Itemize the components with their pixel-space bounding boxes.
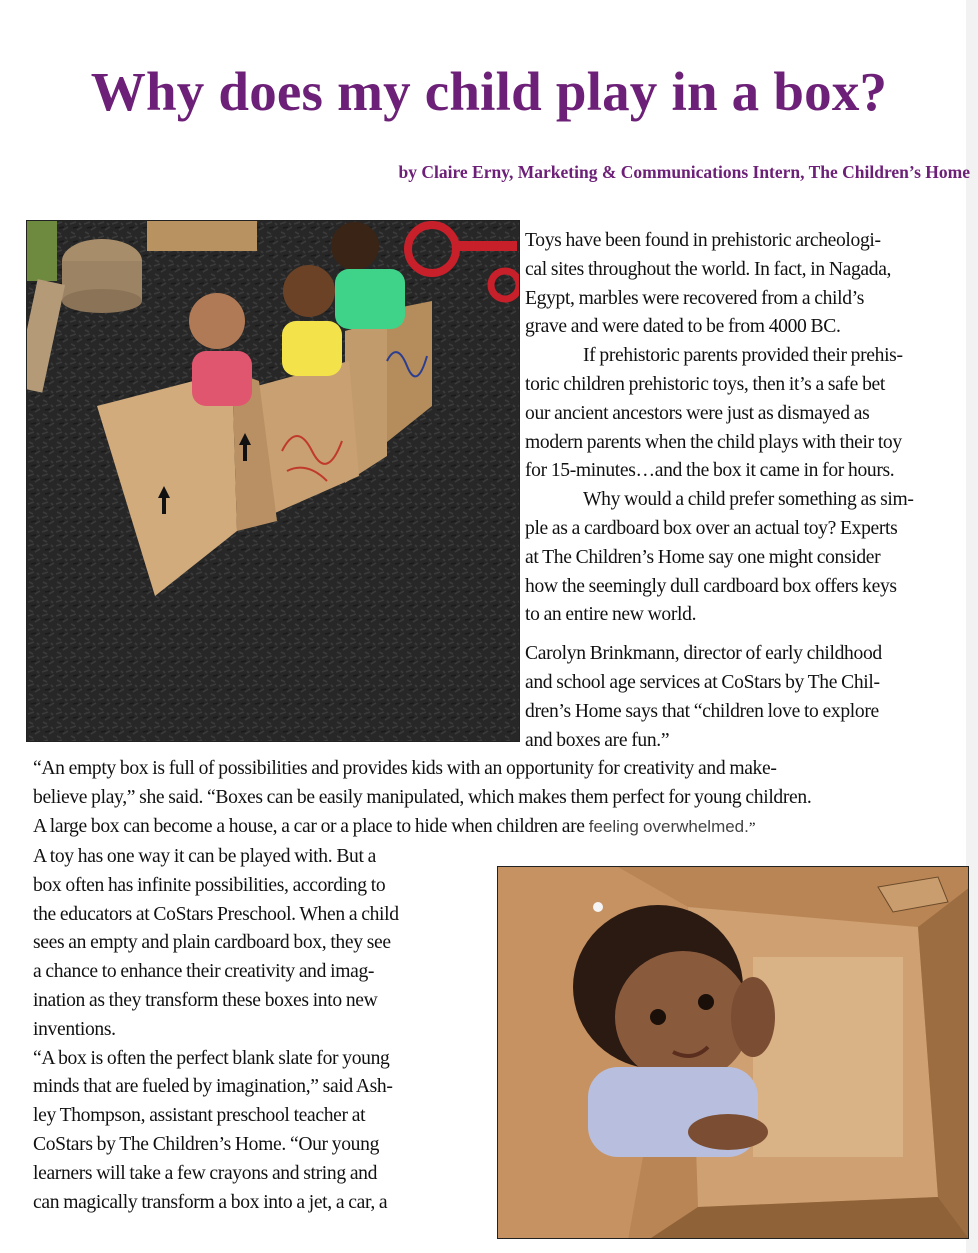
child-in-box-photo (497, 866, 969, 1239)
text-line: our ancient ancestors were just as dismayed as (525, 402, 870, 424)
text-line: Why would a child prefer something as sim- (583, 489, 914, 511)
text-line: inventions. (33, 1018, 116, 1040)
text-line: “An empty box is full of possibilities and provides kids with an opportunity for creativity and make- (33, 758, 777, 779)
text-line: CoStars by The Children’s Home. “Our young (33, 1133, 380, 1155)
right-column-text (525, 227, 975, 755)
paragraph-toys-found (525, 227, 975, 342)
paragraph-blank-slate (33, 1045, 483, 1218)
text-segment: A large box can become a house, a car or a place to hide when children are (33, 815, 589, 837)
byline: by Claire Erny, Marketing & Communications Intern, The Children’s Home (398, 162, 970, 182)
photo-illustration (498, 867, 969, 1239)
text-line: to an entire new world. (525, 604, 697, 626)
paragraph-toy-one-way (33, 843, 483, 1045)
text-line: believe play,” she said. “Boxes can be easily manipulated, which makes them perfect for young children. (33, 786, 812, 808)
text-line: “A box is often the perfect blank slate for young (33, 1047, 390, 1069)
text-line: A toy has one way it can be played with. But a (33, 846, 376, 867)
text-line: and boxes are fun.” (525, 729, 670, 751)
text-line: box often has infinite possibilities, according to (33, 874, 386, 896)
full-width-quote (33, 755, 973, 842)
text-segment-light: feeling overwhelmed. (588, 816, 749, 836)
paragraph-why-prefer (525, 486, 975, 630)
text-line: toric children prehistoric toys, then it’s a safe bet (525, 373, 885, 395)
text-line: Carolyn Brinkmann, director of early childhood (525, 643, 882, 665)
text-line: at The Children’s Home say one might consider (525, 546, 881, 568)
text-line: ple as a cardboard box over an actual toy? Experts (525, 517, 898, 539)
text-line: the educators at CoStars Preschool. When a child (33, 903, 399, 925)
text-line: for 15-minutes…and the box it came in for hours. (525, 460, 895, 482)
photo-illustration (27, 221, 520, 742)
text-line: ination as they transform these boxes into new (33, 989, 378, 1011)
three-children-in-boxes-photo (26, 220, 520, 742)
text-line: minds that are fueled by imagination,” said Ash- (33, 1076, 393, 1098)
text-line: Toys have been found in prehistoric archeologi- (525, 230, 881, 251)
text-line: A large box can become a house, a car or a place to hide when children are feeling overwhelmed.” (33, 815, 756, 837)
text-line: If prehistoric parents provided their prehis- (583, 345, 903, 367)
text-line: sees an empty and plain cardboard box, they see (33, 932, 391, 954)
text-line: can magically transform a box into a jet, a car, a (33, 1191, 388, 1213)
text-line: ley Thompson, assistant preschool teacher at (33, 1105, 366, 1127)
text-line: and school age services at CoStars by The Chil- (525, 671, 880, 693)
article-title: Why does my child play in a box? (90, 61, 888, 122)
text-line: a chance to enhance their creativity and imag- (33, 961, 375, 983)
text-line: learners will take a few crayons and string and (33, 1162, 378, 1184)
paragraph-carolyn (525, 640, 975, 755)
text-line: Egypt, marbles were recovered from a child’s (525, 287, 865, 309)
text-line: cal sites throughout the world. In fact, in Nagada, (525, 258, 892, 280)
text-line: modern parents when the child plays with their toy (525, 431, 902, 453)
text-line: how the seemingly dull cardboard box offers keys (525, 575, 897, 597)
text-line: grave and were dated to be from 4000 BC. (525, 316, 841, 338)
text-line: dren’s Home says that “children love to explore (525, 700, 879, 722)
paragraph-prehistoric-parents (525, 342, 975, 486)
left-column-text (33, 843, 483, 1217)
